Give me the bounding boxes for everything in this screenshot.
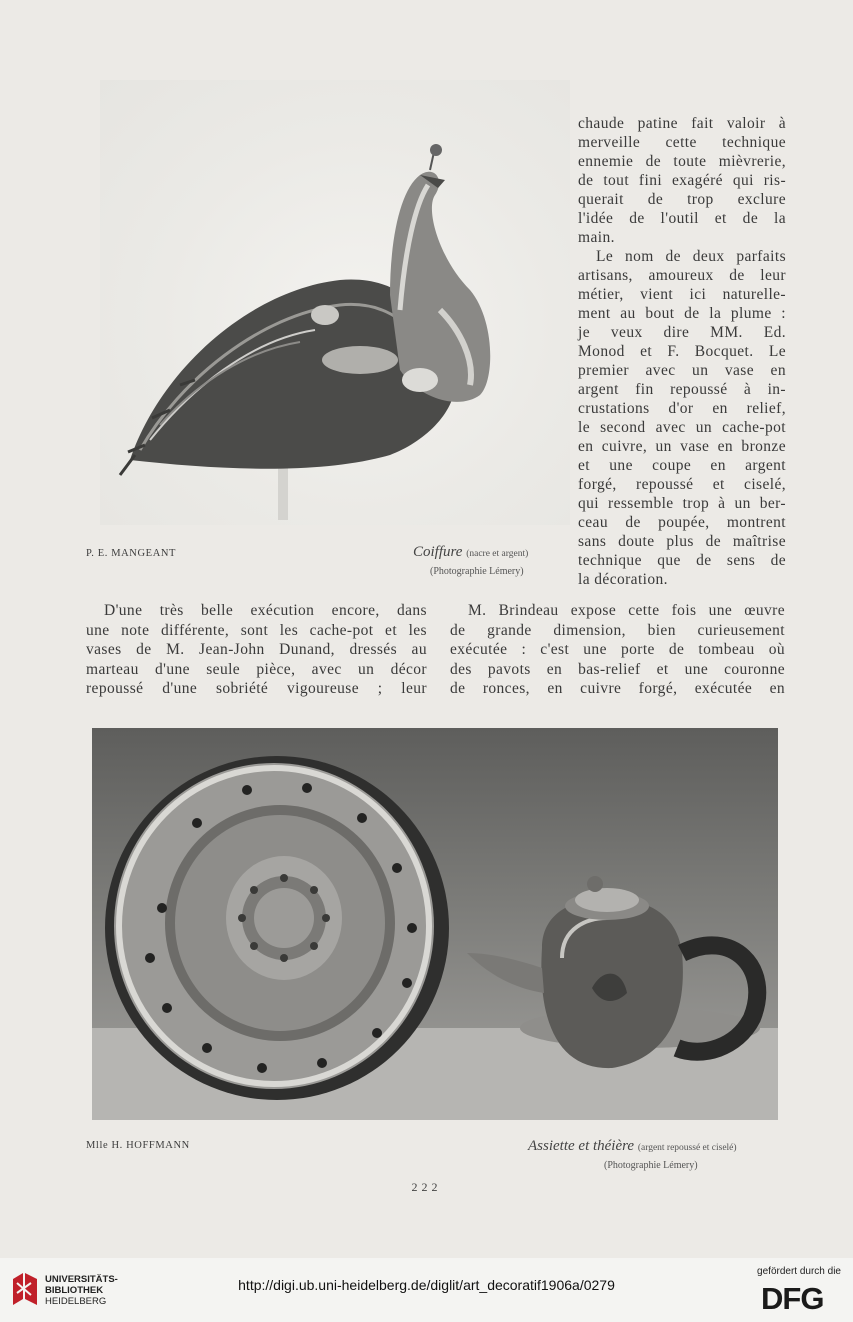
text-line: de grande dimension, bien curieusement — [450, 621, 785, 639]
text-line: chaude patine fait valoir à — [578, 115, 786, 132]
text-line: marteau d'une seule pièce, avec un décor — [86, 660, 427, 678]
dfg-logo — [761, 1282, 841, 1317]
text-line: vases de M. Jean-John Dunand, dressés au — [86, 641, 427, 658]
middle-column-text — [450, 601, 785, 699]
text-line: des pavots en bas-relief et une couronne — [450, 660, 785, 678]
caption-subtitle: (nacre et argent) — [466, 549, 529, 559]
text-line: merveille cette technique — [578, 134, 786, 151]
text-line: Monod et F. Bocquet. Le — [578, 343, 786, 360]
text-line: en cuivre, un vase en bronze — [578, 438, 786, 455]
text-line: une note différente, sont les cache-pot et les — [86, 621, 427, 639]
text-line: technique que de sens de — [578, 552, 786, 569]
text-line: M. Brindeau expose cette fois une œuvre — [468, 602, 785, 619]
text-line: exécutée : c'est une porte de tombeau où — [450, 641, 785, 658]
text-line: ment au bout de la plume : — [578, 305, 786, 322]
caption-author: P. E. MANGEANT — [86, 548, 177, 559]
source-url-link[interactable]: http://digi.ub.uni-heidelberg.de/diglit/art_decoratif1906a/0279 — [238, 1277, 615, 1293]
caption-credit: (Photographie Lémery) — [604, 1160, 698, 1171]
text-line: sans doute plus de maîtrise — [578, 533, 786, 550]
caption-subtitle: (argent repoussé et ciselé) — [637, 1143, 737, 1153]
right-column-text — [578, 114, 786, 589]
caption-title-text: Assiette et théière — [528, 1138, 635, 1154]
peacock-illustration — [100, 80, 570, 525]
page-number: 222 — [411, 1180, 442, 1194]
funder-label: gefördert durch die — [757, 1266, 841, 1277]
footer-bar — [0, 1258, 853, 1322]
text-line: artisans, amoureux de leur — [578, 267, 786, 284]
text-line: et une coupe en argent — [578, 457, 786, 474]
text-line: l'idée de l'outil et de la — [578, 210, 786, 227]
text-line: ennemie de toute mièvrerie, — [578, 153, 786, 170]
text-line: argent fin repoussé à in- — [578, 381, 786, 398]
text-line: D'une très belle exécution encore, dans — [104, 602, 427, 619]
library-line: UNIVERSITÄTS- — [45, 1274, 118, 1285]
text-line: main. — [578, 229, 615, 246]
library-line: BIBLIOTHEK — [45, 1285, 104, 1296]
text-line: métier, vient ici naturelle- — [578, 286, 786, 303]
text-line: le second avec un cache-pot — [578, 419, 786, 436]
library-line: HEIDELBERG — [45, 1296, 107, 1307]
text-line: repoussé d'une sobriété vigoureuse ; leur — [86, 680, 427, 697]
left-column-text — [86, 601, 427, 699]
caption-title-text: Coiffure — [413, 544, 463, 560]
text-line: ceau de poupée, montrent — [578, 514, 786, 531]
text-line: querait de trop exclure — [578, 191, 786, 208]
caption-title — [413, 544, 528, 561]
caption-title — [528, 1138, 737, 1155]
peacock-headdress-photo — [100, 80, 570, 525]
text-line: de ronces, en cuivre forgé, exécutée en — [450, 680, 785, 697]
plate-teapot-illustration — [92, 728, 778, 1120]
text-line: la décoration. — [578, 571, 668, 588]
plate-teapot-photo — [92, 728, 778, 1120]
text-line: premier avec un vase en — [578, 362, 786, 379]
text-line: qui ressemble trop à un ber- — [578, 495, 786, 512]
text-line: de tout fini exagéré qui ris- — [578, 172, 786, 189]
text-line: je veux dire MM. Ed. — [578, 324, 786, 341]
caption-credit: (Photographie Lémery) — [430, 566, 524, 577]
dfg-logo-text: DFG — [761, 1282, 824, 1312]
caption-author: Mlle H. HOFFMANN — [86, 1140, 190, 1151]
text-line: Le nom de deux parfaits — [596, 248, 786, 265]
text-line: crustations d'or en relief, — [578, 400, 786, 417]
text-line: forgé, repoussé et ciselé, — [578, 476, 786, 493]
